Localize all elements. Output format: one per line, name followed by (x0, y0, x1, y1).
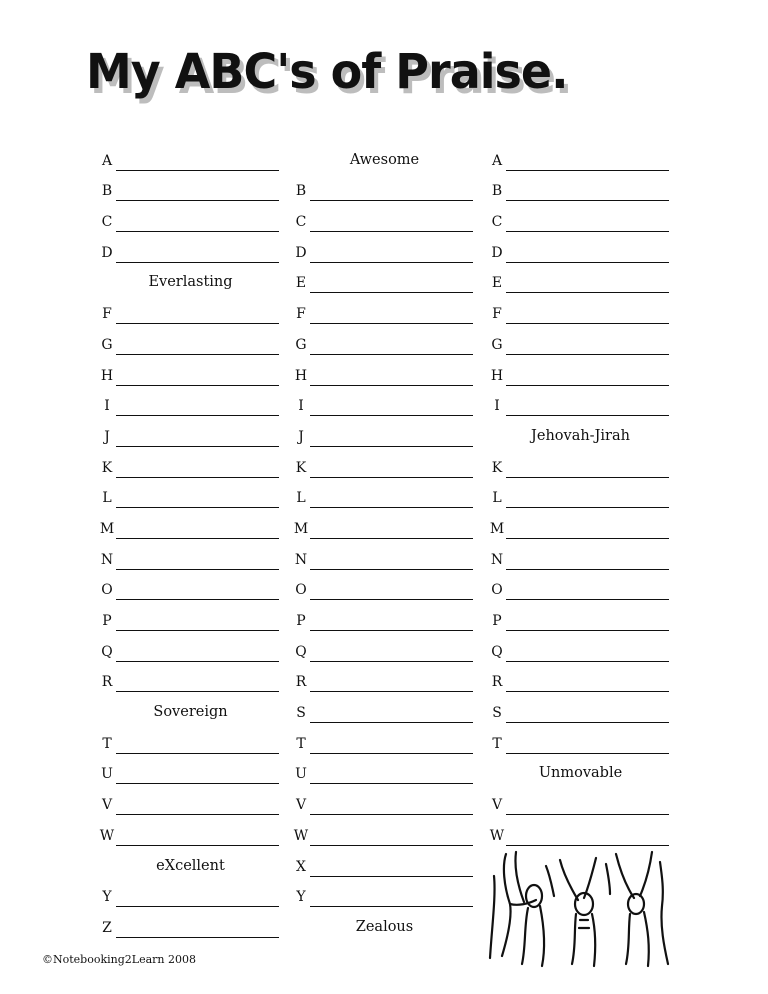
letter-row (292, 662, 477, 693)
letter-row (98, 815, 283, 846)
answer-line[interactable] (506, 647, 669, 662)
letter-row (488, 815, 673, 846)
column-1 (98, 140, 283, 938)
answer-line[interactable] (506, 585, 669, 600)
answer-line[interactable] (116, 493, 279, 508)
letter-row (292, 293, 477, 324)
answer-line[interactable] (310, 217, 473, 232)
letter-label: G (101, 336, 113, 353)
letter-label: T (102, 735, 112, 752)
letter-label: M (99, 520, 115, 537)
answer-line[interactable] (116, 340, 279, 355)
answer-line[interactable] (506, 524, 669, 539)
letter-label: X (296, 858, 306, 875)
letter-row (488, 631, 673, 662)
letter-label: P (102, 613, 112, 629)
letter-row (98, 293, 283, 324)
letter-row (488, 662, 673, 693)
letter-row (98, 784, 283, 815)
letter-label: Y (102, 889, 112, 906)
answer-line[interactable] (310, 677, 473, 692)
answer-line[interactable] (506, 800, 669, 815)
answer-line[interactable] (310, 186, 473, 201)
answer-line[interactable] (116, 831, 279, 846)
letter-label: K (295, 459, 307, 476)
answer-line[interactable] (310, 800, 473, 815)
letter-label: J (104, 428, 110, 445)
letter-row (488, 784, 673, 815)
answer-line[interactable] (116, 585, 279, 600)
answer-line[interactable] (116, 463, 279, 478)
letter-row (98, 600, 283, 631)
letter-label: H (490, 367, 504, 384)
letter-label: B (295, 183, 307, 200)
letter-row (292, 416, 477, 447)
answer-line[interactable] (506, 340, 669, 355)
letter-label: J (298, 428, 304, 445)
letter-label: H (100, 367, 114, 384)
letter-row (98, 324, 283, 355)
letter-label: D (491, 244, 503, 261)
letter-label: F (102, 306, 112, 323)
praise-word-row (292, 907, 477, 938)
letter-row (292, 631, 477, 662)
answer-line[interactable] (506, 463, 669, 478)
letter-label: Q (295, 643, 307, 660)
letter-row (488, 539, 673, 570)
letter-label: R (295, 674, 307, 691)
answer-line[interactable] (506, 616, 669, 631)
answer-line[interactable] (310, 616, 473, 631)
letter-label: T (296, 735, 306, 752)
praise-word: Jehovah-Jirah (531, 427, 630, 444)
letter-label: O (295, 582, 307, 599)
answer-line[interactable] (506, 493, 669, 508)
letter-label: Q (101, 643, 113, 660)
letter-row (98, 754, 283, 785)
letter-label: V (491, 797, 503, 814)
letter-label: I (298, 398, 304, 415)
answer-line[interactable] (310, 493, 473, 508)
letter-row (488, 293, 673, 324)
letter-row (98, 662, 283, 693)
letter-row (292, 570, 477, 601)
letter-label: E (295, 275, 307, 292)
answer-line[interactable] (506, 371, 669, 386)
letter-label: C (491, 214, 503, 231)
answer-line[interactable] (116, 616, 279, 631)
letter-label: Z (102, 919, 112, 936)
praise-word: Zealous (355, 918, 414, 935)
letter-label: E (491, 275, 503, 292)
letter-label: M (489, 520, 505, 537)
letter-row (292, 201, 477, 232)
letter-row (98, 232, 283, 263)
letter-row (98, 508, 283, 539)
letter-row (98, 416, 283, 447)
answer-line[interactable] (506, 156, 669, 171)
letter-row (292, 447, 477, 478)
answer-line[interactable] (116, 309, 279, 324)
copyright-footer: ©Notebooking2Learn 2008 (42, 953, 196, 966)
letter-label: G (295, 336, 307, 353)
letter-row (292, 846, 477, 877)
letter-row (292, 815, 477, 846)
letter-row (292, 877, 477, 908)
letter-row (488, 140, 673, 171)
letter-row (488, 447, 673, 478)
answer-line[interactable] (116, 647, 279, 662)
people-praising-illustration (484, 846, 680, 970)
answer-line[interactable] (116, 555, 279, 570)
praise-word: Everlasting (148, 274, 233, 291)
answer-line[interactable] (116, 186, 279, 201)
letter-label: B (101, 183, 113, 200)
letter-label: O (101, 582, 113, 599)
answer-line[interactable] (506, 739, 669, 754)
letter-row (98, 907, 283, 938)
letter-label: V (101, 797, 113, 814)
answer-line[interactable] (310, 708, 473, 723)
letter-row (488, 355, 673, 386)
praise-word-row (98, 692, 283, 723)
letter-row (292, 355, 477, 386)
letter-label: D (101, 244, 113, 261)
letter-row (488, 723, 673, 754)
answer-line[interactable] (310, 248, 473, 263)
answer-line[interactable] (116, 217, 279, 232)
letter-label: L (102, 490, 112, 507)
letter-row (488, 201, 673, 232)
answer-line[interactable] (310, 647, 473, 662)
letter-label: P (296, 613, 306, 629)
letter-row (488, 692, 673, 723)
letter-label: C (101, 214, 113, 231)
letter-label: S (492, 705, 502, 722)
letter-row (488, 171, 673, 202)
letter-label: U (101, 766, 113, 783)
letter-row (488, 386, 673, 417)
praise-word-row (98, 263, 283, 294)
letter-label: Q (491, 643, 503, 660)
letter-row (292, 754, 477, 785)
answer-line[interactable] (310, 739, 473, 754)
letter-row (488, 263, 673, 294)
letter-row (98, 478, 283, 509)
answer-line[interactable] (310, 862, 473, 877)
answer-line[interactable] (506, 309, 669, 324)
answer-line[interactable] (116, 371, 279, 386)
letter-row (488, 232, 673, 263)
letter-label: L (492, 490, 502, 507)
letter-label: F (296, 306, 306, 323)
answer-line[interactable] (310, 432, 473, 447)
letter-row (98, 201, 283, 232)
letter-label: M (293, 520, 309, 537)
column-2 (292, 140, 477, 938)
letter-label: V (295, 797, 307, 814)
answer-line[interactable] (310, 555, 473, 570)
letter-row (98, 631, 283, 662)
letter-label: N (490, 551, 504, 568)
letter-label: W (293, 827, 309, 844)
answer-line[interactable] (506, 401, 669, 416)
answer-line[interactable] (310, 524, 473, 539)
praise-word: Unmovable (538, 765, 623, 782)
answer-line[interactable] (310, 463, 473, 478)
letter-row (488, 324, 673, 355)
praise-word: Awesome (349, 151, 420, 168)
letter-label: P (492, 613, 502, 629)
letter-label: H (294, 367, 308, 384)
letter-label: C (295, 214, 307, 231)
letter-row (292, 723, 477, 754)
answer-line[interactable] (310, 769, 473, 784)
letter-row (292, 539, 477, 570)
answer-line[interactable] (310, 892, 473, 907)
answer-line[interactable] (506, 555, 669, 570)
answer-line[interactable] (506, 708, 669, 723)
letter-row (98, 171, 283, 202)
answer-line[interactable] (116, 248, 279, 263)
letter-row (98, 386, 283, 417)
answer-line[interactable] (116, 524, 279, 539)
answer-line[interactable] (310, 585, 473, 600)
letter-label: R (491, 674, 503, 691)
letter-row (98, 355, 283, 386)
answer-line[interactable] (310, 340, 473, 355)
letter-label: A (101, 152, 113, 169)
letter-label: S (296, 705, 306, 722)
letter-label: T (492, 735, 502, 752)
letter-row (292, 324, 477, 355)
answer-line[interactable] (506, 186, 669, 201)
letter-row (292, 508, 477, 539)
letter-row (292, 784, 477, 815)
letter-label: B (491, 183, 503, 200)
letter-row (98, 539, 283, 570)
letter-label: A (491, 152, 503, 169)
answer-line[interactable] (116, 432, 279, 447)
letter-label: N (294, 551, 308, 568)
letter-label: F (492, 306, 502, 323)
letter-row (488, 508, 673, 539)
praise-word-row (292, 140, 477, 171)
letter-label: N (100, 551, 114, 568)
page-title: My ABC's of Praise. (86, 42, 568, 100)
letter-label: W (99, 827, 115, 844)
letter-row (292, 171, 477, 202)
praise-word-row (488, 754, 673, 785)
letter-row (292, 386, 477, 417)
praise-word-row (488, 416, 673, 447)
praise-word: Sovereign (153, 704, 228, 721)
letter-row (292, 692, 477, 723)
letter-row (488, 478, 673, 509)
letter-label: K (491, 459, 503, 476)
praise-word: eXcellent (156, 857, 225, 874)
letter-row (98, 877, 283, 908)
praise-word-row (98, 846, 283, 877)
letter-row (292, 232, 477, 263)
answer-line[interactable] (116, 677, 279, 692)
answer-line[interactable] (116, 769, 279, 784)
answer-line[interactable] (506, 248, 669, 263)
letter-row (488, 600, 673, 631)
column-3 (488, 140, 673, 846)
letter-row (98, 723, 283, 754)
answer-line[interactable] (116, 739, 279, 754)
letter-label: Y (296, 889, 306, 906)
letter-label: W (489, 827, 505, 844)
answer-line[interactable] (506, 677, 669, 692)
answer-line[interactable] (116, 892, 279, 907)
letter-row (98, 570, 283, 601)
letter-row (292, 263, 477, 294)
letter-label: U (295, 766, 307, 783)
answer-line[interactable] (116, 923, 279, 938)
letter-row (292, 600, 477, 631)
answer-line[interactable] (116, 156, 279, 171)
letter-label: G (491, 336, 503, 353)
letter-label: K (101, 459, 113, 476)
letter-label: L (296, 490, 306, 507)
letter-label: D (295, 244, 307, 261)
answer-line[interactable] (116, 800, 279, 815)
answer-line[interactable] (506, 278, 669, 293)
answer-line[interactable] (506, 831, 669, 846)
answer-line[interactable] (310, 371, 473, 386)
answer-line[interactable] (310, 831, 473, 846)
letter-label: I (104, 398, 110, 415)
letter-label: I (494, 398, 500, 415)
answer-line[interactable] (310, 309, 473, 324)
letter-row (292, 478, 477, 509)
answer-line[interactable] (310, 401, 473, 416)
letter-row (488, 570, 673, 601)
letter-row (98, 447, 283, 478)
answer-line[interactable] (506, 217, 669, 232)
letter-row (98, 140, 283, 171)
answer-line[interactable] (116, 401, 279, 416)
letter-label: R (101, 674, 113, 691)
answer-line[interactable] (310, 278, 473, 293)
letter-label: O (491, 582, 503, 599)
